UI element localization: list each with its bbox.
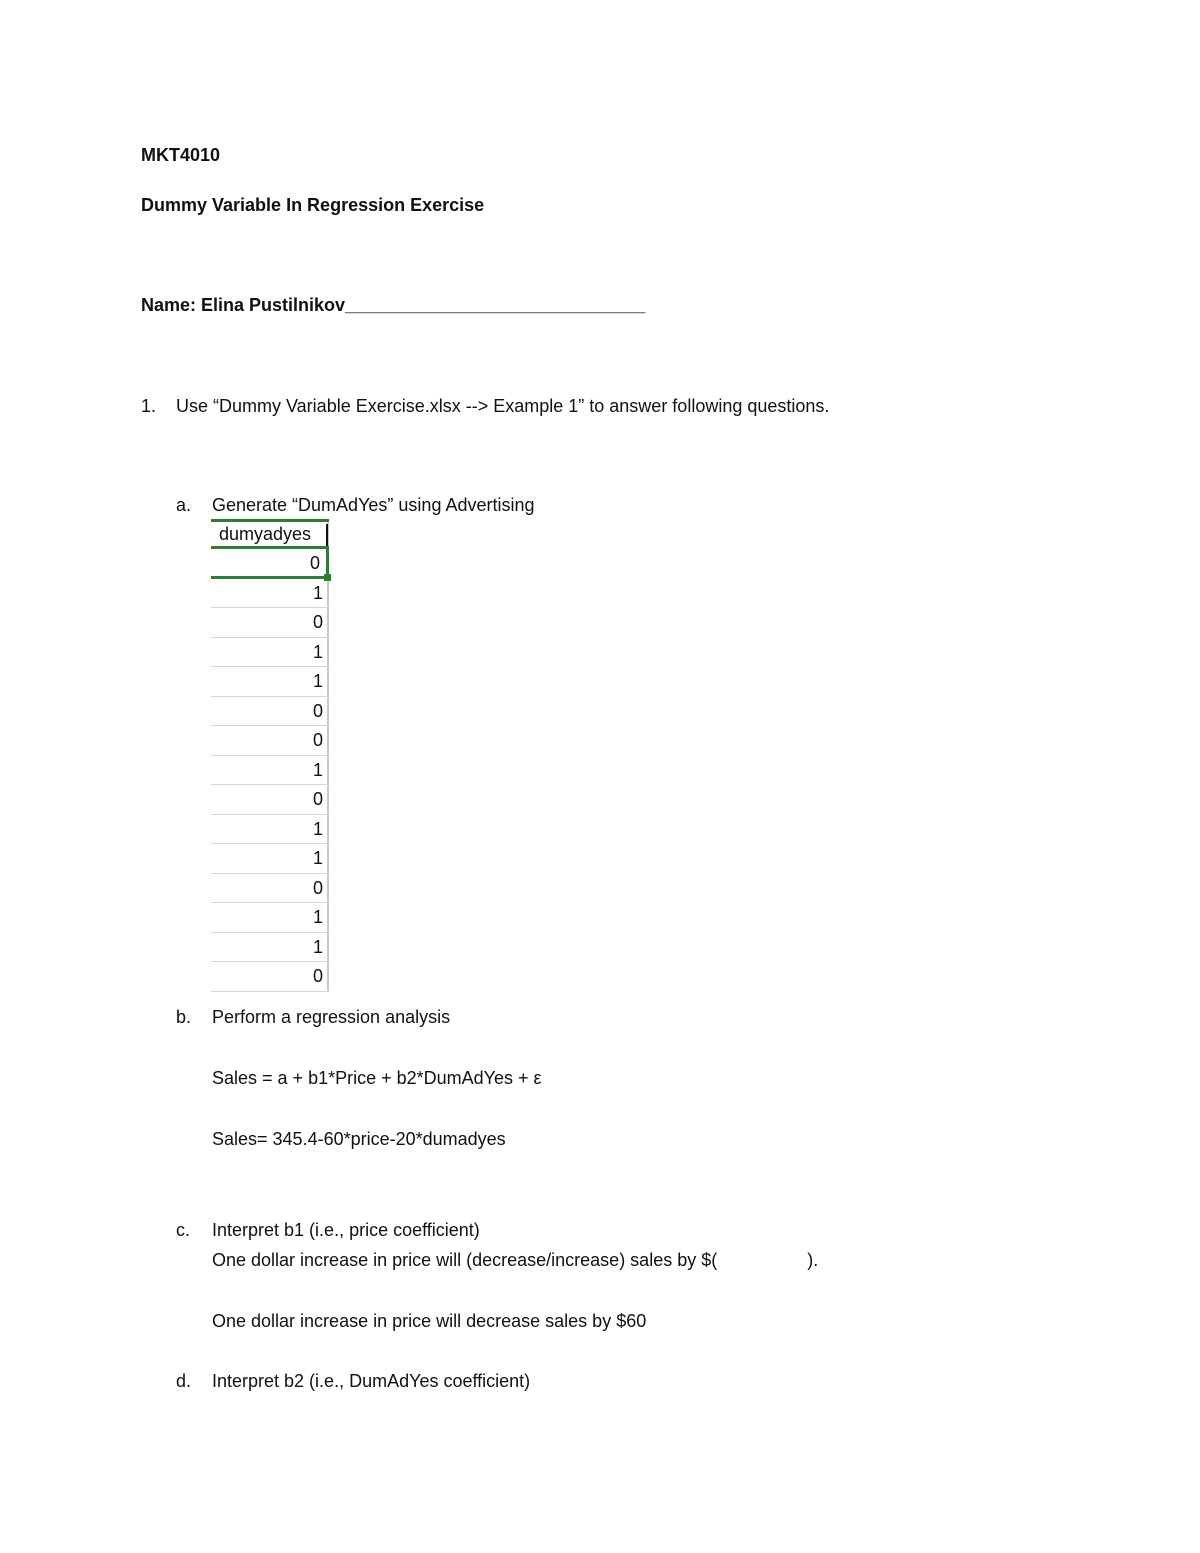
table-cell[interactable]: 1 bbox=[211, 756, 329, 786]
table-cell[interactable]: 0 bbox=[211, 608, 329, 638]
table-cell[interactable]: 0 bbox=[211, 726, 329, 756]
document-title: Dummy Variable In Regression Exercise bbox=[141, 195, 485, 215]
part-b-letter: b. bbox=[176, 1007, 192, 1027]
text-cursor bbox=[326, 524, 328, 546]
course-code: MKT4010 bbox=[141, 145, 221, 165]
table-header-cell bbox=[211, 519, 329, 549]
part-c-prompt: One dollar increase in price will (decrease/increase) sales by $( ). bbox=[212, 1250, 819, 1270]
student-name-line: Name: Elina Pustilnikov______________________________ bbox=[141, 295, 646, 315]
table-cell[interactable]: 1 bbox=[211, 815, 329, 845]
table-cell[interactable]: 0 bbox=[211, 962, 329, 992]
question-1-text: Use “Dummy Variable Exercise.xlsx --> Example 1” to answer following questions. bbox=[176, 396, 830, 416]
regression-model: Sales = a + b1*Price + b2*DumAdYes + ε bbox=[212, 1068, 542, 1088]
part-b-text: Perform a regression analysis bbox=[212, 1007, 451, 1027]
dummy-variable-table bbox=[211, 519, 329, 992]
table-cell-selected[interactable]: 0 bbox=[211, 549, 329, 579]
part-a-letter: a. bbox=[176, 495, 192, 515]
part-c-letter: c. bbox=[176, 1220, 191, 1240]
table-cell[interactable]: 1 bbox=[211, 667, 329, 697]
table-body bbox=[211, 549, 329, 992]
table-cell[interactable]: 1 bbox=[211, 638, 329, 668]
table-cell[interactable]: 1 bbox=[211, 903, 329, 933]
table-header-label: dumyadyes bbox=[219, 524, 312, 544]
table-cell[interactable]: 0 bbox=[211, 785, 329, 815]
table-cell[interactable]: 1 bbox=[211, 844, 329, 874]
regression-answer: Sales= 345.4-60*price-20*dumadyes bbox=[212, 1129, 506, 1149]
question-1-number: 1. bbox=[141, 396, 157, 416]
part-a-text: Generate “DumAdYes” using Advertising bbox=[212, 495, 535, 515]
table-cell[interactable]: 0 bbox=[211, 874, 329, 904]
table-cell[interactable]: 1 bbox=[211, 579, 329, 609]
part-d-text: Interpret b2 (i.e., DumAdYes coefficient) bbox=[212, 1371, 531, 1391]
table-cell[interactable]: 1 bbox=[211, 933, 329, 963]
part-c-answer: One dollar increase in price will decrease sales by $60 bbox=[212, 1311, 647, 1331]
table-cell[interactable]: 0 bbox=[211, 697, 329, 727]
part-c-text: Interpret b1 (i.e., price coefficient) bbox=[212, 1220, 480, 1240]
part-d-letter: d. bbox=[176, 1371, 192, 1391]
